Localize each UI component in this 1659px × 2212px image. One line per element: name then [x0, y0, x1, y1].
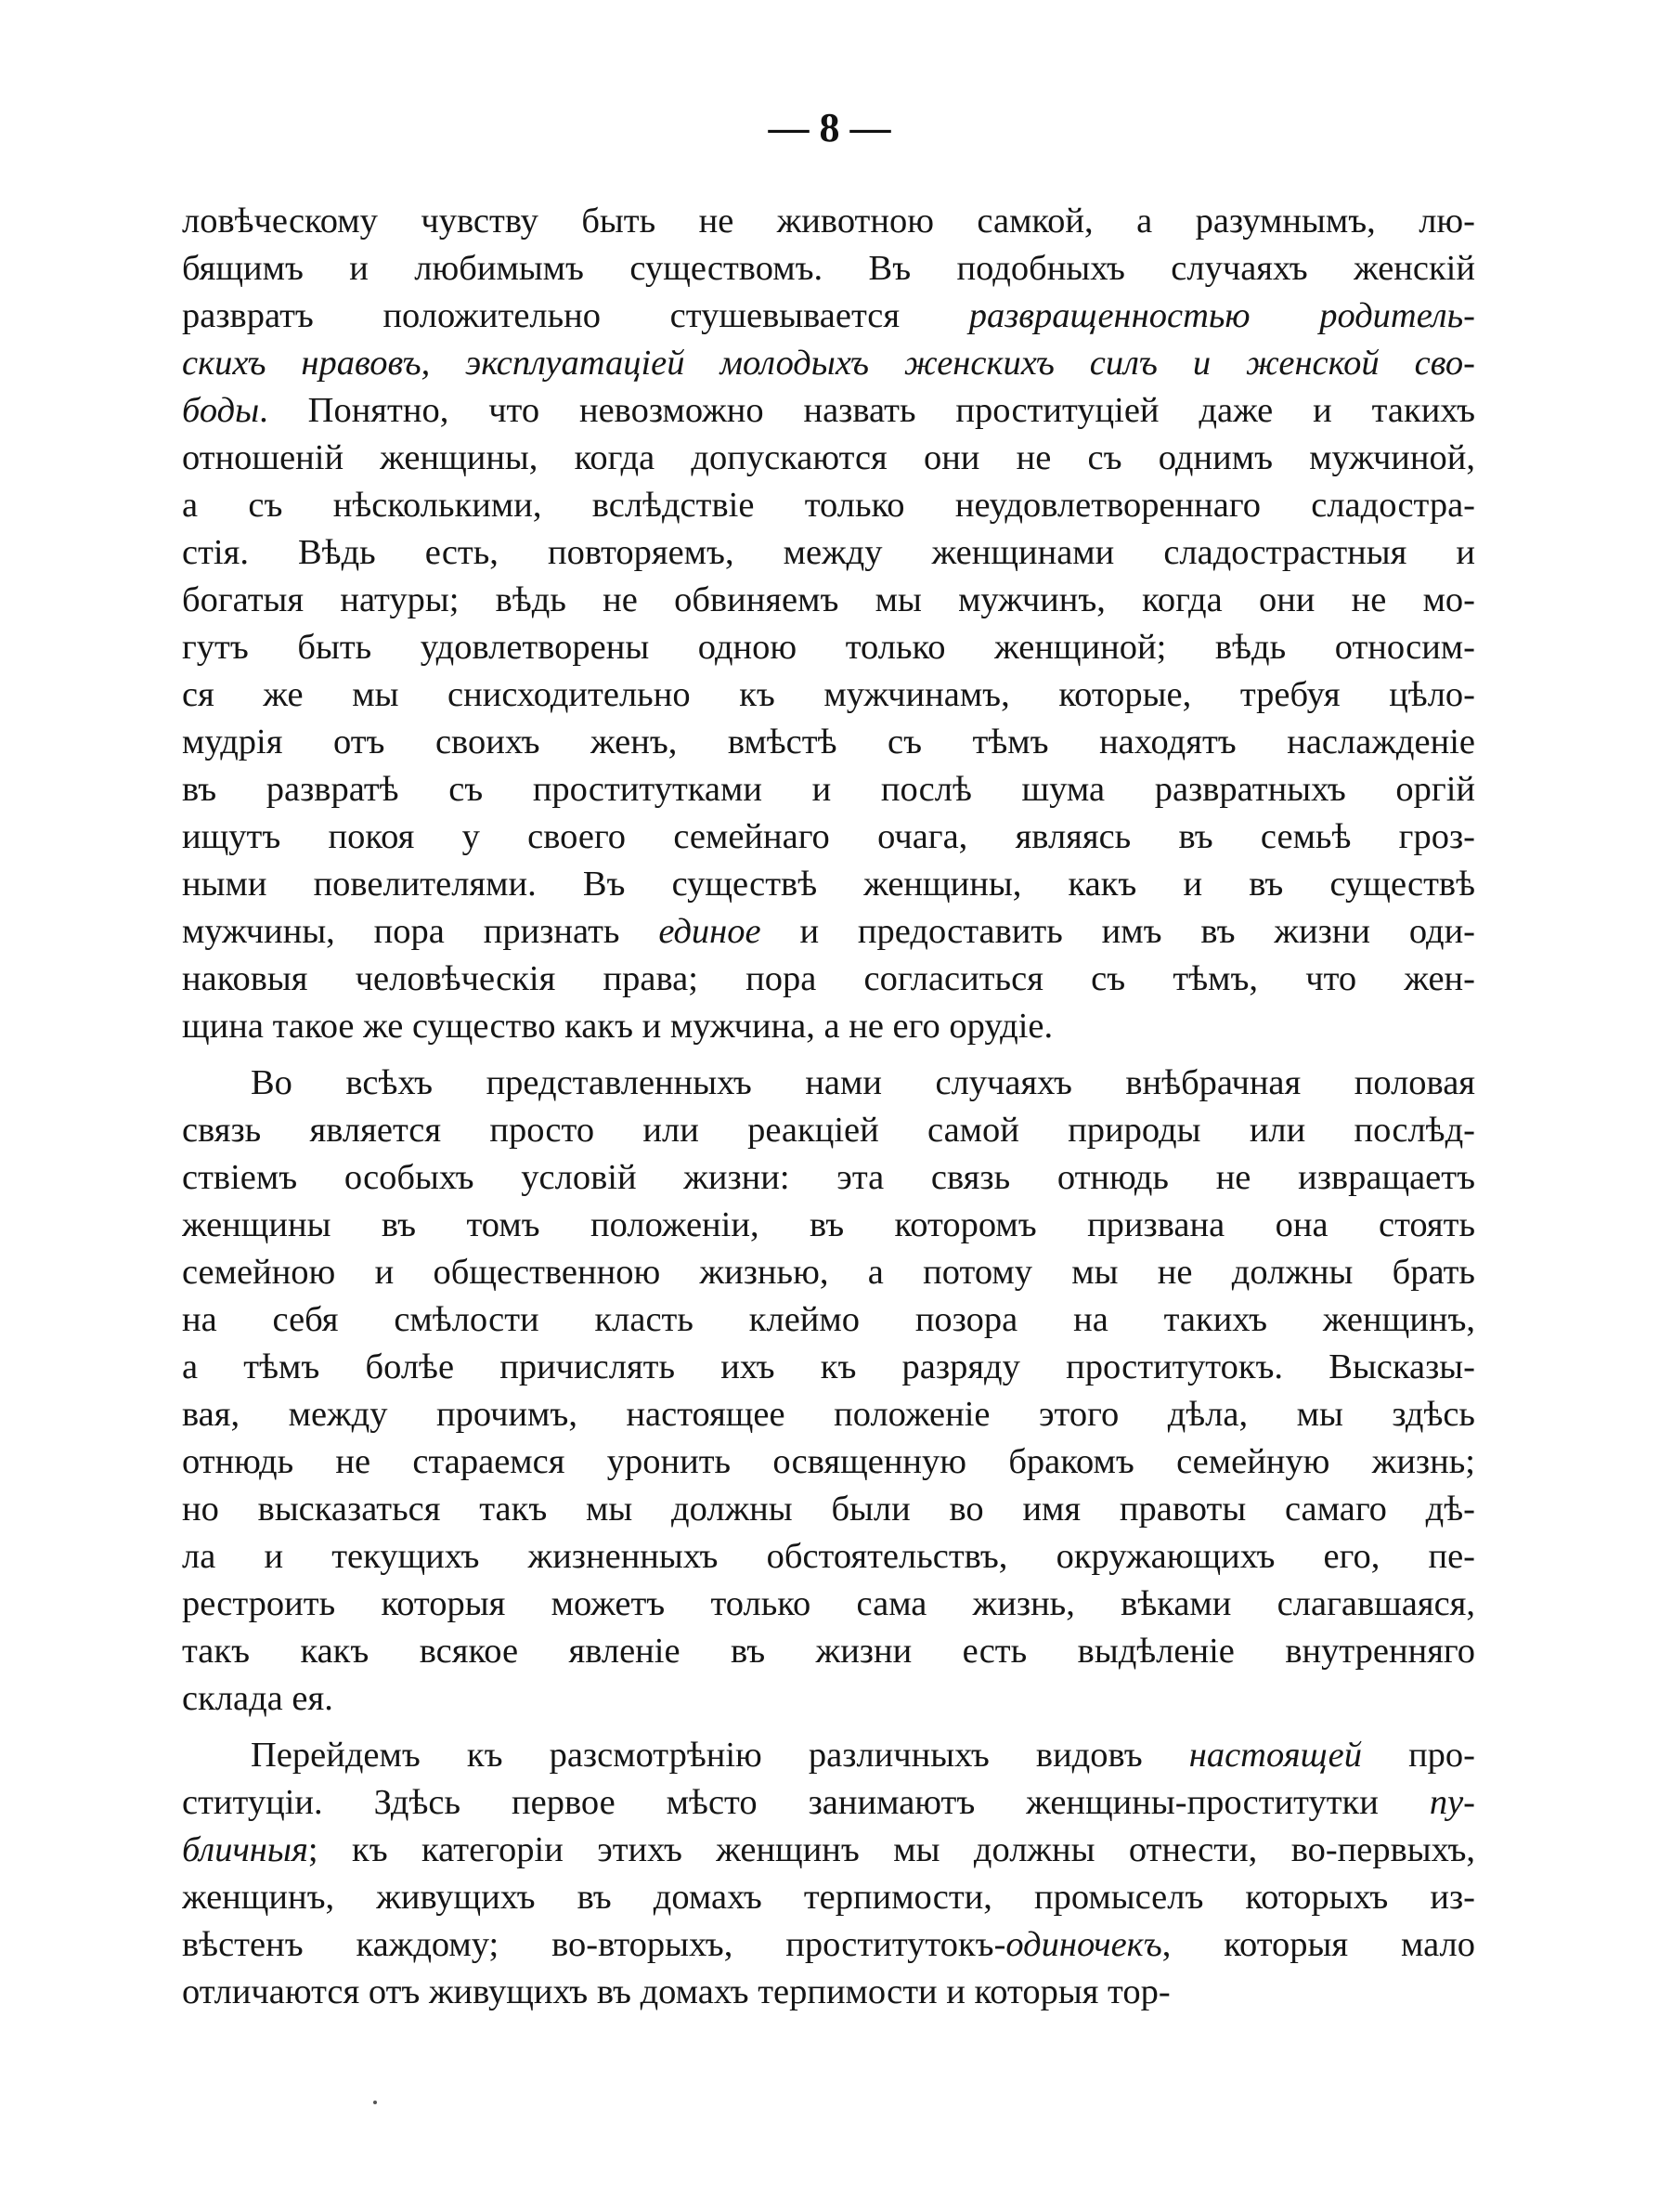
text-line [182, 624, 1475, 671]
paragraph-gap [182, 1723, 1475, 1732]
text-line [182, 1296, 1475, 1344]
text-run: вая, между прочимъ, настоящее положеніе этого дѣла, мы здѣсь [182, 1395, 1475, 1434]
text-line [182, 529, 1475, 577]
text-line [182, 1628, 1475, 1675]
text-run: . Понятно, что невозможно назвать проституціей даже и такихъ [259, 391, 1475, 430]
italic-text-run: пу- [1429, 1783, 1475, 1822]
text-line [182, 1107, 1475, 1154]
paragraph-gap [182, 1050, 1475, 1060]
text-line [182, 1154, 1475, 1202]
text-run: ищутъ покоя у своего семейнаго очага, являясь въ семьѣ гроз- [182, 817, 1475, 856]
text-line [182, 1533, 1475, 1581]
text-line [182, 482, 1475, 529]
text-line [182, 1581, 1475, 1628]
text-run: на себя смѣлости класть клеймо позора на такихъ женщинъ, [182, 1300, 1475, 1339]
text-run: гутъ быть удовлетворены одною только женщиной; вѣдь относим- [182, 628, 1475, 667]
text-line [182, 1921, 1475, 1969]
text-line [182, 1391, 1475, 1438]
text-run: про- [1361, 1736, 1475, 1775]
text-run: такъ какъ всякое явленіе въ жизни есть выдѣленіе внутренняго [182, 1632, 1475, 1671]
text-run: наковыя человѣческія права; пора согласиться съ тѣмъ, что жен- [182, 959, 1475, 998]
italic-text-run: развращенностью родитель- [968, 296, 1475, 335]
text-run: отнюдь не стараемся уронить освященную бракомъ семейную жизнь; [182, 1442, 1475, 1481]
text-run: бящимъ и любимымъ существомъ. Въ подобныхъ случаяхъ женскій [182, 249, 1475, 288]
text-line [182, 813, 1475, 861]
print-speck [373, 2101, 377, 2104]
text-run: богатыя натуры; вѣдь не обвиняемъ мы мужчинъ, когда они не мо- [182, 580, 1475, 619]
text-run: ствіемъ особыхъ условій жизни: эта связь отнюдь не извращаетъ [182, 1158, 1475, 1197]
text-run: ными повелителями. Въ существѣ женщины, какъ и въ существѣ [182, 865, 1475, 904]
text-line [182, 1779, 1475, 1827]
page-number: — 8 — [768, 105, 891, 150]
text-run: а съ нѣсколькими, вслѣдствіе только неудовлетвореннаго сладостра- [182, 486, 1475, 525]
text-line [182, 1344, 1475, 1391]
text-run: Перейдемъ къ разсмотрѣнію различныхъ видовъ [251, 1736, 1189, 1775]
text-run: въ развратѣ съ проститутками и послѣ шума развратныхъ оргій [182, 770, 1475, 809]
text-run: и предоставить имъ въ жизни оди- [760, 912, 1475, 951]
text-run: ловѣческому чувству быть не животною самкой, а разумнымъ, лю- [182, 202, 1475, 241]
text-line [182, 719, 1475, 766]
text-run: развратъ положительно стушевывается [182, 296, 969, 335]
text-line [182, 340, 1475, 387]
text-run: а тѣмъ болѣе причислять ихъ къ разряду проститутокъ. Высказы- [182, 1347, 1475, 1386]
text-run: склада ея. [182, 1679, 333, 1718]
text-run: вѣстенъ каждому; во-вторыхъ, проститутокъ- [182, 1925, 1006, 1964]
paragraph [182, 1732, 1475, 2016]
text-line [182, 1060, 1475, 1107]
text-line [182, 387, 1475, 435]
italic-text-run: боды [182, 391, 260, 430]
text-run: женщины въ томъ положеніи, въ которомъ призвана она стоять [182, 1205, 1475, 1244]
text-run: ся же мы снисходительно къ мужчинамъ, которые, требуя цѣло- [182, 675, 1475, 714]
text-line [182, 293, 1475, 340]
text-line [182, 1249, 1475, 1296]
italic-text-run: одиночекъ [1005, 1925, 1162, 1964]
text-run: связь является просто или реакціей самой природы или послѣд- [182, 1111, 1475, 1150]
body-text [182, 198, 1475, 2016]
text-run: отношеній женщины, когда допускаются они не съ однимъ мужчиной, [182, 438, 1475, 477]
text-run: стія. Вѣдь есть, повторяемъ, между женщинами сладострастныя и [182, 533, 1475, 572]
text-line [182, 1969, 1475, 2016]
text-line [182, 435, 1475, 482]
text-line [182, 1732, 1475, 1779]
italic-text-run: настоящей [1188, 1736, 1362, 1775]
text-line [182, 908, 1475, 956]
text-run: Во всѣхъ представленныхъ нами случаяхъ внѣбрачная половая [251, 1063, 1475, 1102]
italic-text-run: единое [658, 912, 761, 951]
text-run: , которыя мало [1161, 1925, 1475, 1964]
text-run: ституціи. Здѣсь первое мѣсто занимаютъ женщины-проститутки [182, 1783, 1430, 1822]
text-line [182, 1827, 1475, 1874]
text-line [182, 1675, 1475, 1723]
text-run: мужчины, пора признать [182, 912, 659, 951]
paragraph [182, 1060, 1475, 1723]
text-line [182, 671, 1475, 719]
text-run: ; къ категоріи этихъ женщинъ мы должны отнести, во-первыхъ, [307, 1830, 1475, 1869]
text-run: рестроить которыя можетъ только сама жизнь, вѣками слагавшаяся, [182, 1584, 1475, 1623]
text-line [182, 861, 1475, 908]
text-line [182, 956, 1475, 1003]
text-run: отличаются отъ живущихъ въ домахъ терпимости и которыя тор- [182, 1972, 1171, 2011]
text-line [182, 766, 1475, 813]
text-run: щина такое же существо какъ и мужчина, а не его орудіе. [182, 1007, 1054, 1046]
paragraph [182, 198, 1475, 1050]
text-run: женщинъ, живущихъ въ домахъ терпимости, промыселъ которыхъ из- [182, 1878, 1475, 1917]
text-line [182, 1003, 1475, 1050]
text-line [182, 1438, 1475, 1486]
text-line [182, 577, 1475, 624]
italic-text-run: скихъ нравовъ, эксплуатаціей молодыхъ женскихъ силъ и женской сво- [182, 344, 1475, 383]
text-run: семейною и общественною жизнью, а потому мы не должны брать [182, 1253, 1475, 1292]
text-run: ла и текущихъ жизненныхъ обстоятельствъ, окружающихъ его, пе- [182, 1537, 1475, 1576]
text-line [182, 1202, 1475, 1249]
text-run: но высказаться такъ мы должны были во имя правоты самаго дѣ- [182, 1490, 1475, 1529]
text-line [182, 198, 1475, 245]
italic-text-run: бличныя [182, 1830, 308, 1869]
text-line [182, 1486, 1475, 1533]
text-line [182, 1874, 1475, 1921]
text-line [182, 245, 1475, 293]
text-run: мудрія отъ своихъ женъ, вмѣстѣ съ тѣмъ находятъ наслажденіе [182, 722, 1475, 761]
